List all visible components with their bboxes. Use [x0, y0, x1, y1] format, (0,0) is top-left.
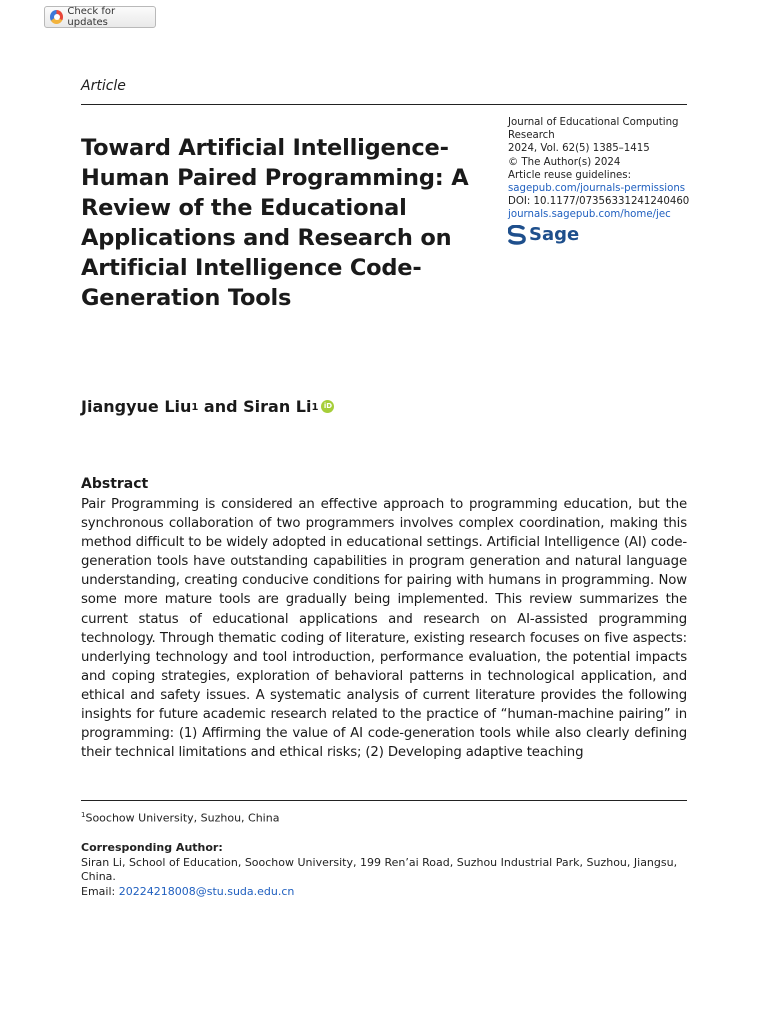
corresponding-author-label: Corresponding Author: — [81, 841, 223, 854]
footnote-divider — [81, 800, 687, 801]
journal-name: Journal of Educational Computing Research — [508, 117, 679, 142]
article-title: Toward Artificial Intelligence-Human Paired Programming: A Review of the Educational Applications and Research on Artificial Intelligence Code-Generation Tools — [81, 135, 469, 311]
author-list — [81, 397, 334, 416]
author-name: Siran Li — [243, 397, 312, 416]
affiliation-footnote — [81, 811, 279, 825]
journal-citation: 2024, Vol. 62(5) 1385–1415 — [508, 143, 650, 155]
affiliation-text: Soochow University, Suzhou, China — [85, 811, 280, 825]
permissions-link[interactable]: sagepub.com/journals-permissions — [508, 183, 686, 195]
orcid-icon[interactable]: iD — [321, 400, 334, 413]
crossmark-icon — [50, 10, 63, 24]
affiliation-marker: 1 — [191, 402, 199, 413]
abstract-text: Pair Programming is considered an effective approach to programming education, but the synchronous collaboration of two programmers involves complex coordination, making this method difficult to be widely adopted in educational settings. Artificial Intelligence (AI) code-generation tools have outstanding capabilities in program generation and natural language understanding, creating conducive conditions for pairing with humans in programming. Now some more mature tools are gradually being implemented. This review summarizes the current status of educational applications and research on AI-assisted programming technology. Through thematic coding of literature, existing research focuses on five aspects: underlying technology and tool introduction, performance evaluation, the potential impacts and coping strategies, exploration of behavioral patterns in technological application, and ethical and safety issues. A systematic analysis of current literature provides the following insights for future academic research related to the practice of “human-machine pairing” in programming: (1) Affirming the value of AI code-generation tools while also clearly defining their technical limitations and ethical risks; (2) Developing adaptive teaching — [81, 497, 687, 761]
journal-metadata — [508, 116, 693, 222]
copyright-notice: © The Author(s) 2024 — [508, 156, 621, 168]
publisher-logo — [508, 224, 579, 245]
author-separator: and — [198, 397, 244, 416]
check-for-updates-label: Check for updates — [67, 6, 116, 28]
abstract-heading: Abstract — [81, 476, 149, 492]
corresponding-author-address: Siran Li, School of Education, Soochow University, 199 Ren’ai Road, Suzhou Industrial Park, Suzhou, Jiangsu, China. — [81, 855, 678, 883]
check-for-updates-button[interactable] — [44, 6, 156, 28]
doi: DOI: 10.1177/07356331241240460 — [508, 196, 690, 208]
article-type-label: Article — [81, 78, 126, 94]
email-label: Email: — [81, 884, 116, 898]
email-link[interactable]: 20224218008@stu.suda.edu.cn — [118, 884, 295, 898]
corresponding-author-block — [81, 841, 687, 899]
reuse-guidelines-label: Article reuse guidelines: — [508, 169, 632, 181]
journal-home-link[interactable]: journals.sagepub.com/home/jec — [508, 209, 671, 221]
affiliation-marker: 1 — [311, 402, 319, 413]
sage-logo-icon — [508, 225, 526, 245]
author-name: Jiangyue Liu — [81, 397, 192, 416]
header-divider — [81, 104, 687, 105]
publisher-name: Sage — [529, 224, 580, 245]
affiliation-marker: 1 — [81, 811, 86, 819]
